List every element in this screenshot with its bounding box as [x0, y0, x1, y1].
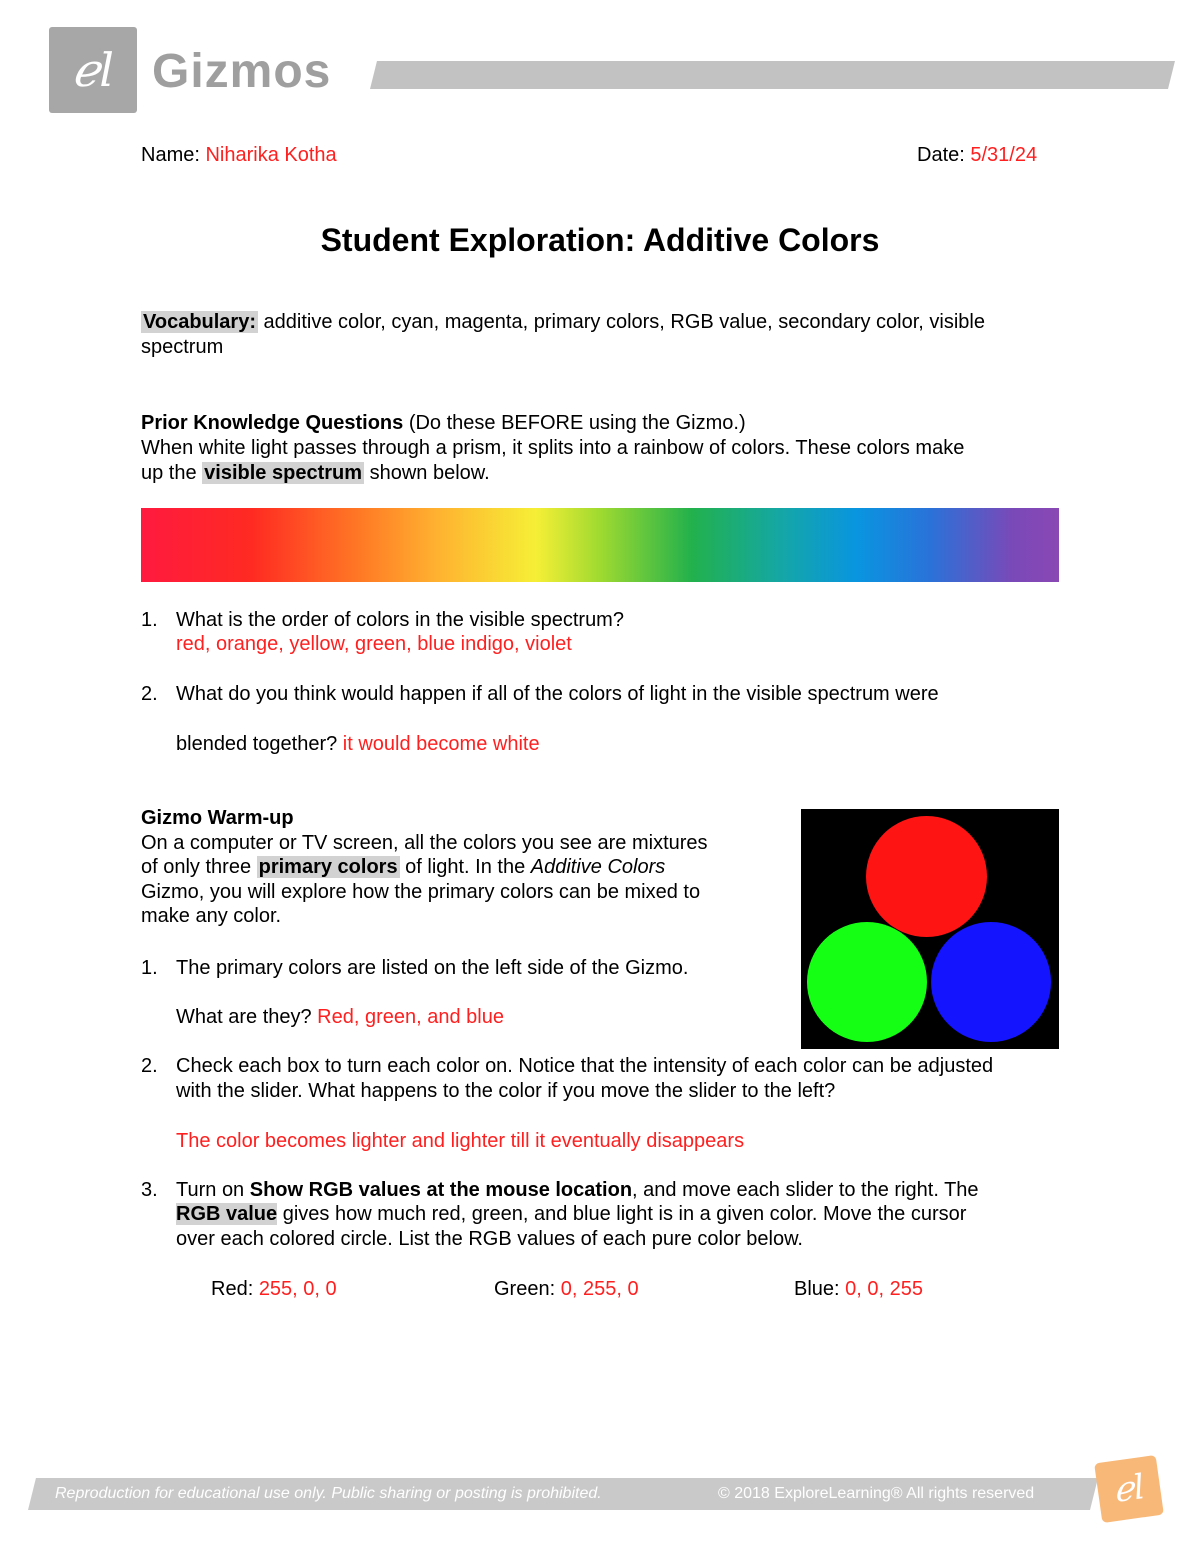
prior-intro-pre: up the: [141, 462, 203, 484]
show-rgb-option: Show RGB values at the mouse location: [249, 1179, 633, 1201]
vocabulary-line2: spectrum: [141, 336, 224, 358]
vocabulary-terms: additive color, cyan, magenta, primary colors, RGB value, secondary color, visible: [258, 311, 985, 333]
prior-q2-answer: it would become white: [337, 733, 540, 755]
prior-q2-text: blended together?: [176, 733, 338, 755]
header-bar: [370, 61, 1175, 89]
warmup-q3-line3: over each colored circle. List the RGB values of each pure color below.: [176, 1228, 803, 1250]
footer-copyright: © 2018 ExploreLearning® All rights reserved: [718, 1485, 1035, 1502]
warmup-q2-line1: Check each box to turn each color on. Notice that the intensity of each color can be adjusted: [176, 1055, 994, 1077]
prior-q2-number: 2.: [141, 683, 158, 705]
date-line: [917, 143, 1037, 167]
warmup-q3-number: 3.: [141, 1179, 158, 1201]
warmup-q3-line1: [176, 1178, 979, 1202]
prior-q1-number: 1.: [141, 609, 158, 631]
footer-logo-glyph: ℯl: [1110, 1467, 1148, 1511]
footer-notice: Reproduction for educational use only. Public sharing or posting is prohibited.: [55, 1485, 602, 1502]
warmup-q1-text: The primary colors are listed on the left side of the Gizmo.: [176, 957, 689, 979]
prior-heading-note: (Do these BEFORE using the Gizmo.): [403, 412, 746, 434]
vocabulary-label: Vocabulary:: [143, 311, 256, 333]
red-rgb: [211, 1277, 337, 1301]
warmup-line2-mid: of light. In the: [399, 856, 531, 878]
warmup-q3-pre: Turn on: [176, 1179, 250, 1201]
warmup-line4: make any color.: [141, 905, 282, 927]
warmup-q2-answer: The color becomes lighter and lighter till it eventually disappears: [176, 1130, 745, 1152]
green-circle: [807, 922, 927, 1042]
blue-rgb: [794, 1277, 923, 1301]
warmup-heading: Gizmo Warm-up: [141, 807, 294, 829]
red-rgb-value: 255, 0, 0: [258, 1278, 337, 1300]
brand-title: Gizmos: [152, 45, 332, 98]
warmup-q1-number: 1.: [141, 957, 158, 979]
red-circle: [866, 816, 987, 937]
warmup-q1-ask-line: [176, 1005, 504, 1029]
blue-rgb-value: 0, 0, 255: [845, 1278, 923, 1300]
blue-rgb-label: Blue:: [794, 1278, 840, 1300]
page-title: Student Exploration: Additive Colors: [320, 222, 880, 258]
vocabulary-line1: [141, 310, 985, 334]
prior-q1-answer: red, orange, yellow, green, blue indigo, violet: [176, 633, 572, 655]
additive-colors-image: [801, 809, 1059, 1049]
warmup-q2-number: 2.: [141, 1055, 158, 1077]
green-rgb-value: 0, 255, 0: [560, 1278, 639, 1300]
explorelearning-logo: [49, 27, 137, 113]
green-rgb: [494, 1277, 639, 1301]
prior-heading: [141, 411, 746, 435]
warmup-line3: Gizmo, you will explore how the primary colors can be mixed to: [141, 881, 701, 903]
footer-logo: [1094, 1455, 1164, 1523]
prior-intro-line1: When white light passes through a prism, it splits into a rainbow of colors. These colors make: [141, 437, 965, 459]
prior-intro-post: shown below.: [364, 462, 490, 484]
prior-q2-line1: What do you think would happen if all of the colors of light in the visible spectrum were: [176, 683, 939, 705]
date-value: 5/31/24: [970, 144, 1038, 166]
warmup-q1-ask: What are they?: [176, 1006, 312, 1028]
term-rgb-value: RGB value: [176, 1203, 278, 1225]
warmup-q2-line2: with the slider. What happens to the color if you move the slider to the left?: [176, 1080, 836, 1102]
warmup-q3-line2-text: gives how much red, green, and blue light is in a given color. Move the cursor: [277, 1203, 967, 1225]
green-rgb-label: Green:: [494, 1278, 556, 1300]
blue-circle: [931, 922, 1051, 1042]
prior-q1-text: What is the order of colors in the visible spectrum?: [176, 609, 624, 631]
date-label: Date:: [917, 144, 965, 166]
warmup-q1-answer: Red, green, and blue: [311, 1006, 504, 1028]
gizmo-name: Additive Colors: [530, 856, 666, 878]
name-value: Niharika Kotha: [205, 144, 337, 166]
term-visible-spectrum: visible spectrum: [204, 462, 363, 484]
warmup-q3-post: , and move each slider to the right. The: [632, 1179, 979, 1201]
warmup-line1: On a computer or TV screen, all the colors you see are mixtures: [141, 832, 708, 854]
warmup-line2: [141, 855, 665, 879]
prior-intro-line2: [141, 461, 490, 485]
visible-spectrum-image: [141, 508, 1059, 582]
red-rgb-label: Red:: [211, 1278, 254, 1300]
name-line: [141, 143, 337, 167]
prior-q2-line2: [176, 732, 540, 756]
prior-heading-text: Prior Knowledge Questions: [141, 412, 404, 434]
warmup-line2-pre: of only three: [141, 856, 257, 878]
warmup-q3-line2: [176, 1202, 966, 1226]
name-label: Name:: [141, 144, 200, 166]
term-primary-colors: primary colors: [258, 856, 398, 878]
logo-glyph: ℯl: [72, 43, 114, 97]
